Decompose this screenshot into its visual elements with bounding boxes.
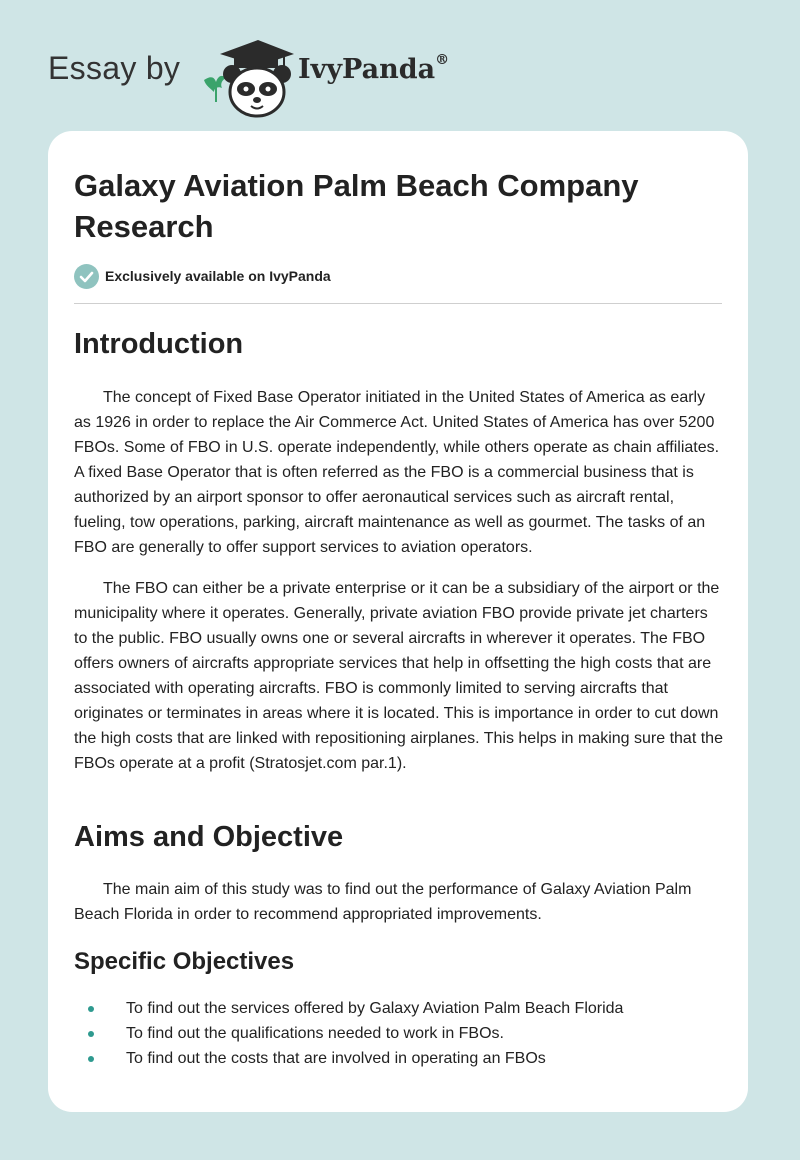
- essay-by-label: Essay by: [48, 50, 181, 86]
- list-item: [74, 1046, 714, 1071]
- check-badge-icon: [74, 264, 99, 289]
- list-item: [74, 1021, 714, 1046]
- objectives-list: [74, 996, 714, 1071]
- title-divider: [74, 303, 722, 304]
- list-item-text: To find out the qualifications needed to work in FBOs.: [126, 1025, 504, 1042]
- list-item-text: To find out the costs that are involved in operating an FBOs: [126, 1050, 546, 1067]
- brand-name: IvyPanda: [298, 54, 436, 85]
- bullet-dot-icon: [88, 1056, 94, 1062]
- brand-wordmark[interactable]: [298, 54, 449, 85]
- bullet-dot-icon: [88, 1006, 94, 1012]
- panda-graduate-logo-icon[interactable]: [202, 36, 294, 120]
- registered-mark: ®: [435, 52, 450, 68]
- checkmark-icon: [74, 264, 99, 289]
- section-heading-aims: Aims and Objective: [74, 821, 344, 853]
- article-card: [48, 131, 748, 1112]
- intro-paragraph-2: The FBO can either be a private enterprise or it can be a subsidiary of the airport or the municipality where it operates. Generally, private aviation FBO provide private jet charters to the public. FBO usually owns one or several aircrafts in wherever it operates. The FBO offers owners of aircrafts appropriate services that help in offsetting the high costs that are associated with operating aircrafts. FBO is commonly limited to serving aircrafts that originates or terminates in areas where it is located. This is importance in order to cut down the high costs that are linked with repositioning airplanes. This helps in making sure that the FBOs operate at a profit (Stratosjet.com par.1).: [74, 580, 723, 772]
- section-heading-introduction: Introduction: [74, 328, 244, 360]
- article-title: Galaxy Aviation Palm Beach Company Research: [74, 168, 639, 244]
- section-heading-specific-objectives: Specific Objectives: [74, 948, 295, 975]
- exclusive-label: Exclusively available on IvyPanda: [105, 268, 331, 284]
- list-item: [74, 996, 714, 1021]
- site-header: [48, 28, 548, 118]
- bullet-dot-icon: [88, 1031, 94, 1037]
- exclusive-notice: [74, 263, 331, 289]
- list-item-text: To find out the services offered by Galaxy Aviation Palm Beach Florida: [126, 1000, 624, 1017]
- aims-paragraph: The main aim of this study was to find out the performance of Galaxy Aviation Palm Beach Florida in order to recommend appropriated improvements.: [74, 881, 692, 923]
- intro-paragraph-1: The concept of Fixed Base Operator initiated in the United States of America as early as 1926 in order to replace the Air Commerce Act. United States of America has over 5200 FBOs. Some of FBO in U.S. operate independently, while others operate as chain affiliates. A fixed Base Operator that is often referred as the FBO is a commercial business that is authorized by an airport sponsor to offer aeronautical services such as aircraft rental, fueling, tow operations, parking, aircraft maintenance as well as gourmet. The tasks of an FBO are generally to offer support services to aviation operators.: [74, 389, 720, 556]
